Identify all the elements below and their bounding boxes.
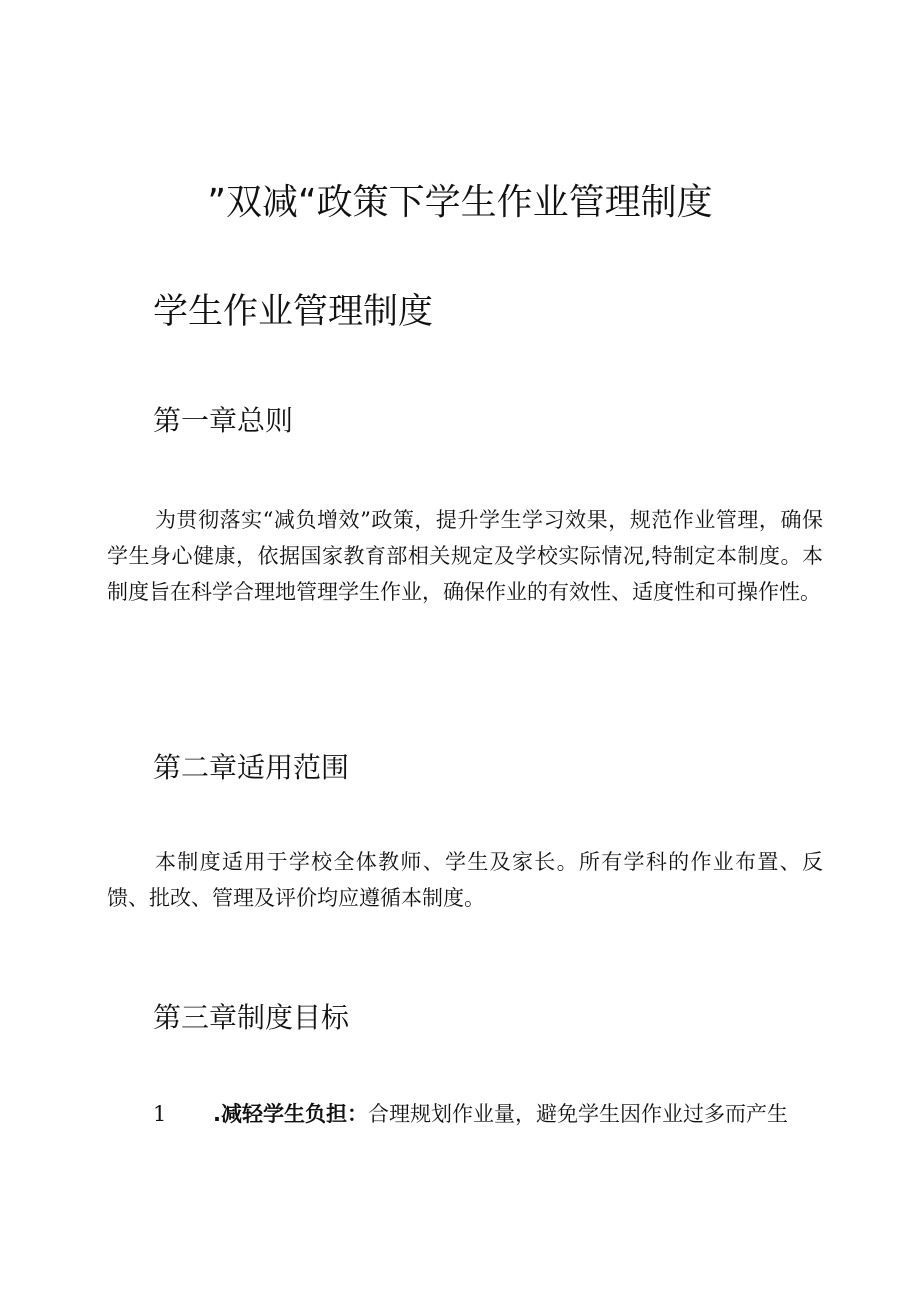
chapter-3-list-item [153, 1096, 833, 1132]
chapter-2-paragraph: 本制度适用于学校全体教师、学生及家长。所有学科的作业布置、反馈、批改、管理及评价均应遵循本制度。 [107, 850, 823, 910]
list-item-heading: .减轻学生负担： [213, 1102, 368, 1126]
chapter-2-heading: 第二章适用范围 [153, 751, 350, 784]
chapter-1-paragraph: 为贯彻落实“减负增效”政策，提升学生学习效果，规范作业管理，确保学生身心健康，依据国家教育部相关规定及学校实际情况,特制定本制度。本制度旨在科学合理地管理学生作业，确保作业的有效性、适度性和可操作性。 [107, 508, 823, 604]
document-title: ”双减“政策下学生作业管理制度 [207, 182, 713, 223]
chapter-1-heading: 第一章总则 [153, 404, 294, 437]
list-item-number: 1 [153, 1102, 167, 1126]
chapter-3-heading: 第三章制度目标 [153, 1001, 350, 1034]
document-subtitle: 学生作业管理制度 [153, 292, 434, 332]
list-item-text: 合理规划作业量，避免学生因作业过多而产生 [367, 1102, 788, 1126]
